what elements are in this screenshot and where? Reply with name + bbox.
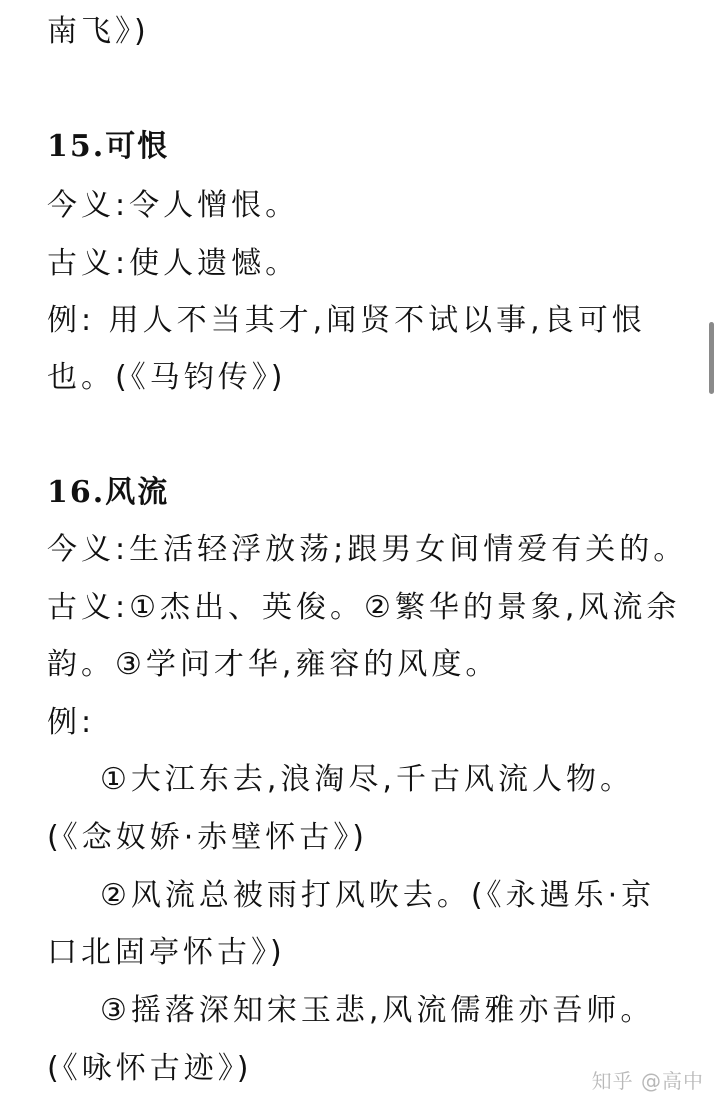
- text-line: 今义:生活轻浮放荡;跟男女间情爱有关的。: [47, 532, 688, 567]
- text-line: 古义:①杰出、英俊。②繁华的景象,风流余: [47, 590, 681, 625]
- text-line: 今义:令人憎恨。: [47, 188, 300, 223]
- text-line: 也。(《马钧传》): [47, 360, 287, 395]
- example-line: ③摇落深知宋玉悲,风流儒雅亦吾师。: [100, 993, 655, 1028]
- text-line: (《念奴娇·赤壁怀古》): [47, 820, 368, 855]
- watermark: 知乎 @高中: [591, 1069, 704, 1093]
- text-line: 例:: [47, 705, 96, 740]
- text-line: 南飞》): [47, 14, 150, 49]
- text-line: 例: 用人不当其才,闻贤不试以事,良可恨: [47, 303, 646, 338]
- text-line: (《咏怀古迹》): [47, 1051, 253, 1086]
- text-line: 古义:使人遗憾。: [47, 246, 300, 281]
- text-line: 韵。③学问才华,雍容的风度。: [47, 647, 500, 682]
- example-line: ②风流总被雨打风吹去。(《永遇乐·京: [100, 878, 656, 913]
- section-heading-16: 16.风流: [47, 475, 170, 510]
- text-line: 口北固亭怀古》): [47, 935, 286, 970]
- example-line: ①大江东去,浪淘尽,千古风流人物。: [100, 762, 634, 797]
- scrollbar[interactable]: [709, 322, 714, 394]
- section-heading-15: 15.可恨: [47, 129, 170, 164]
